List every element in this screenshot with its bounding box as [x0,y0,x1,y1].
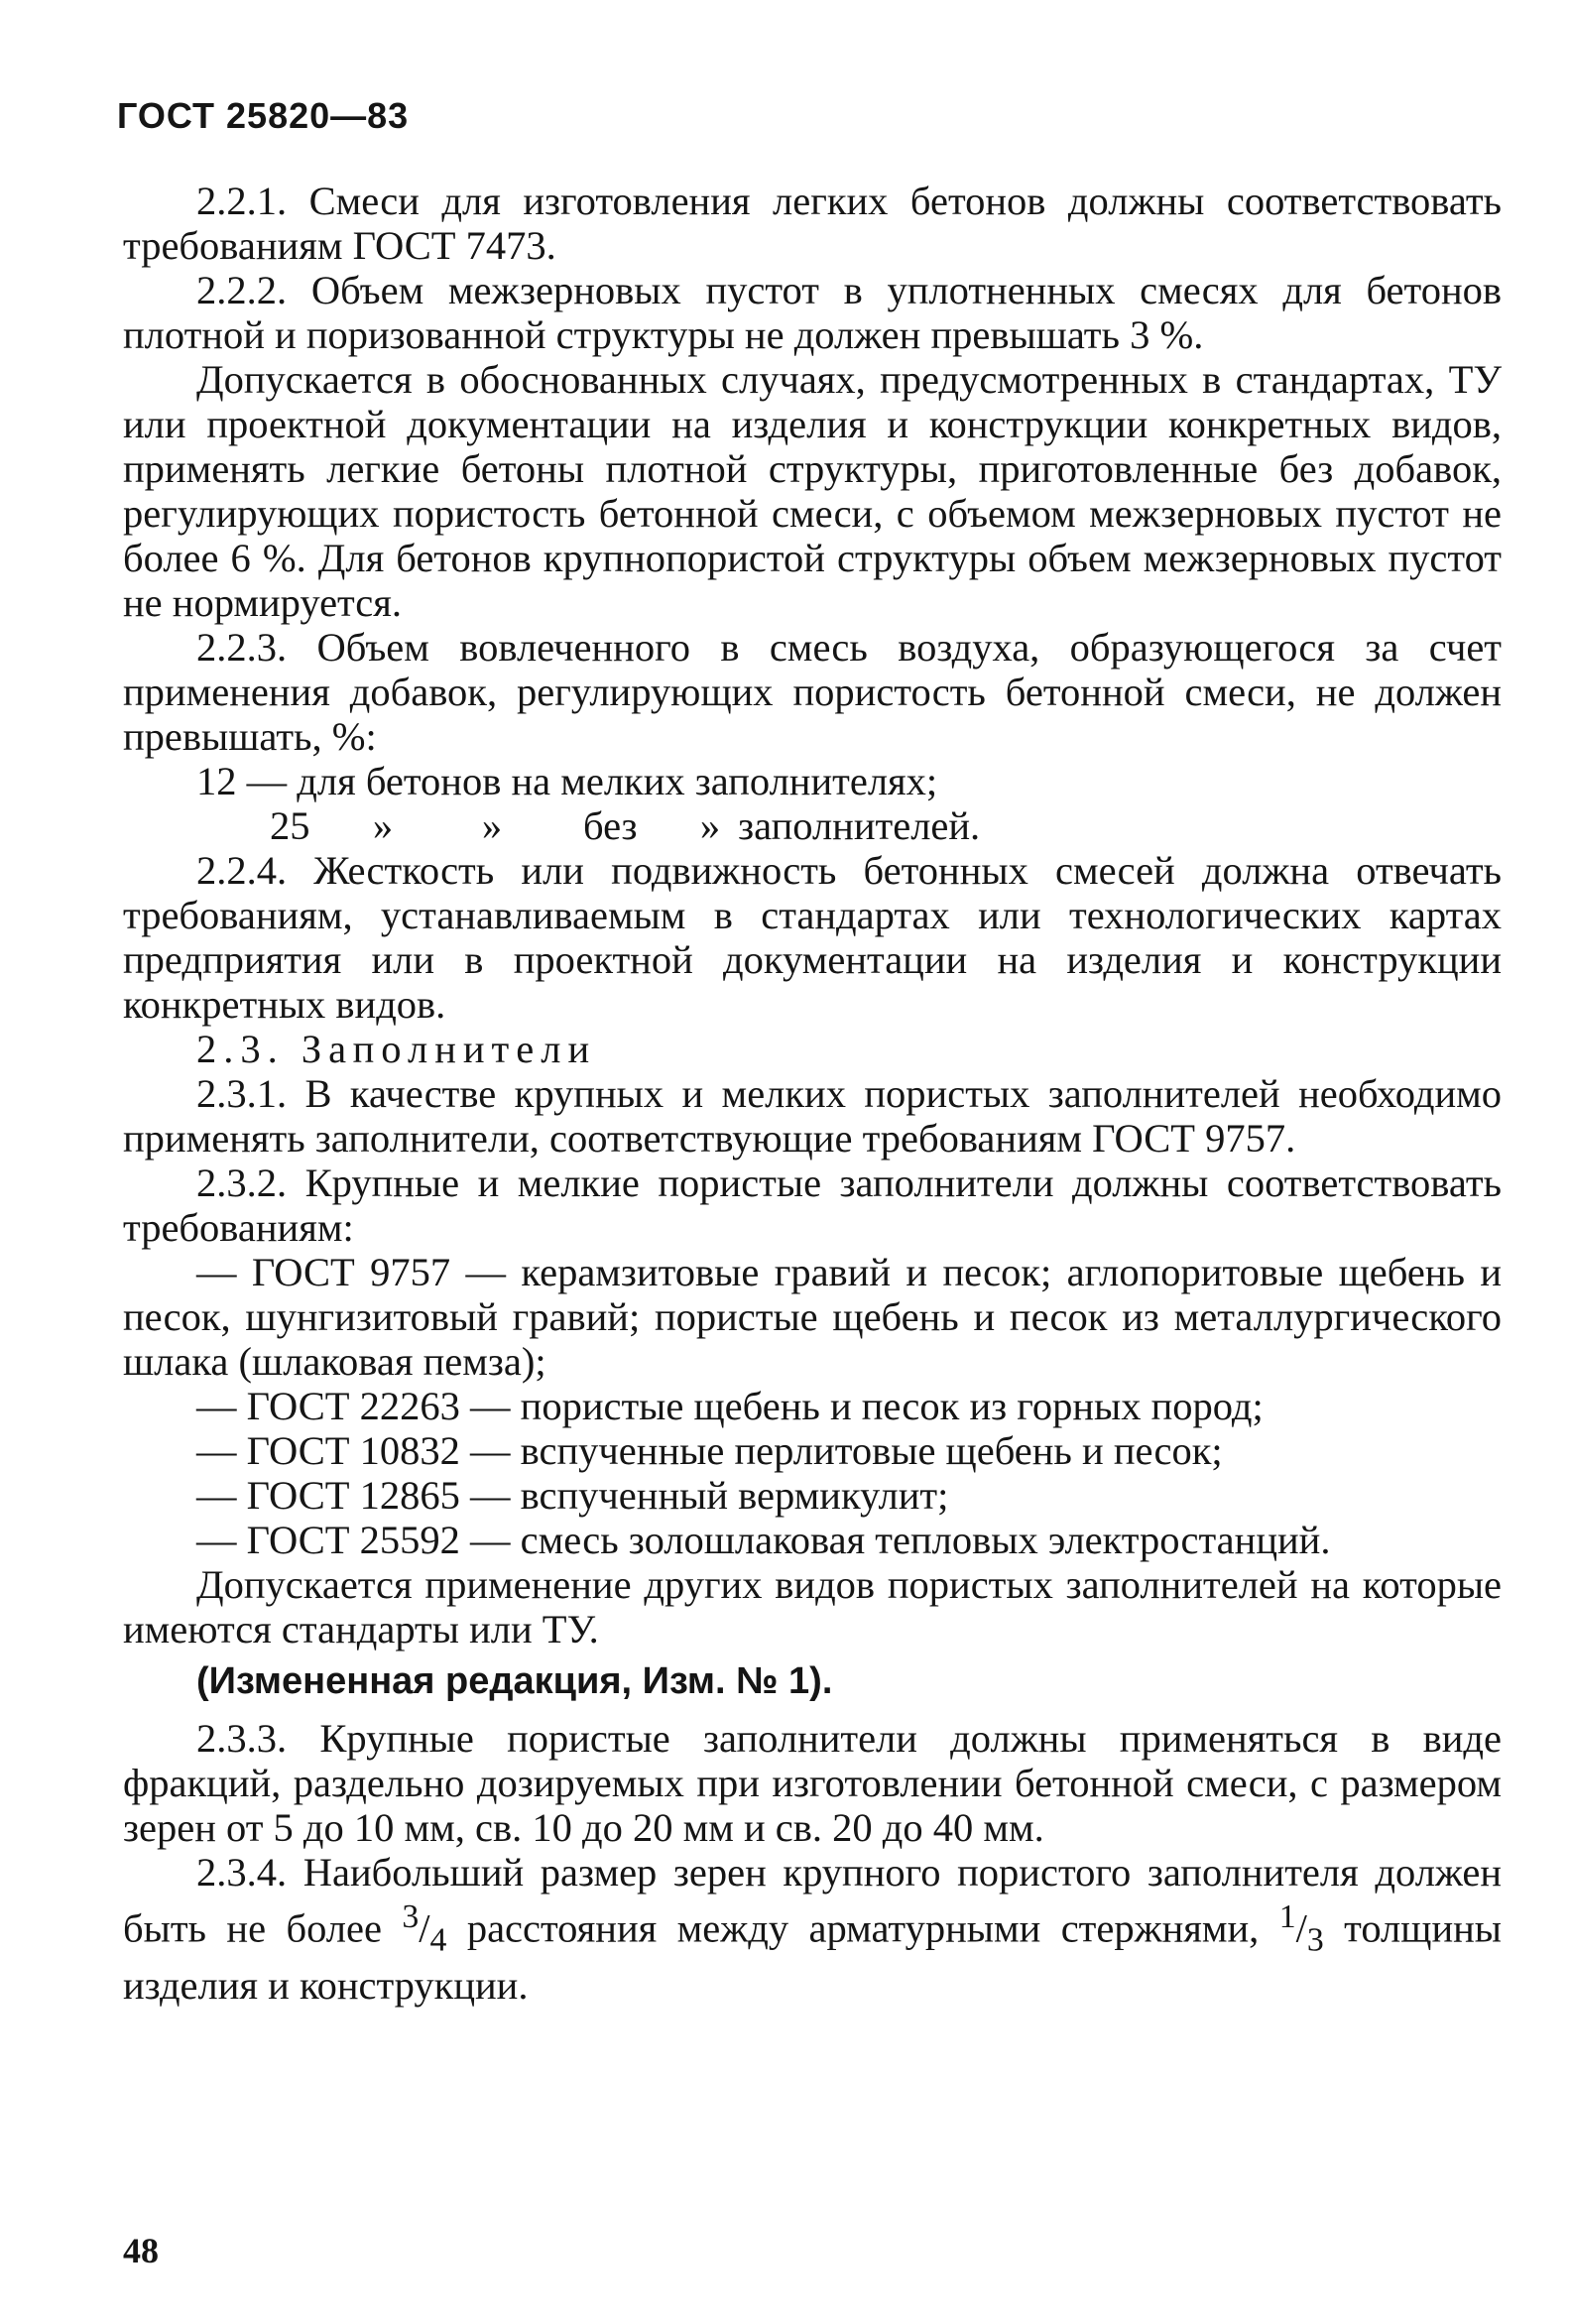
paragraph-2-3-4-part-1: 2.3.4. Наибольший размер зерен крупного пористого заполнителя должен быть не более [123,1850,1502,1951]
paragraph-2-3-1: 2.3.1. В качестве крупных и мелких пористых заполнителей необходимо применять заполнители, соответствующие требованиям ГОСТ 9757. [123,1071,1502,1161]
page-number: 48 [123,2231,159,2270]
fraction-denominator: 3 [1306,1921,1324,1959]
ditto-mark: » [699,803,721,848]
page-header: ГОСТ 25820—83 [117,95,410,136]
amendment-note: (Измененная редакция, Изм. № 1). [196,1660,833,1702]
gost-list-item: — ГОСТ 9757 — керамзитовые гравий и песок; аглопоритовые щебень и песок, шунгизитовый гравий; пористые щебень и песок из металлургического шлака (шлаковая пемза); [123,1250,1502,1384]
fraction-denominator: 4 [429,1921,447,1959]
gost-list-item: — ГОСТ 12865 — вспученный вермикулит; [196,1473,949,1518]
paragraph-2-2-2: 2.2.2. Объем межзерновых пустот в уплотненных смесях для бетонов плотной и поризованной структуры не должен превышать 3 %. [123,268,1502,357]
fillers-word: заполнителей. [738,803,981,848]
gost-list-item: — ГОСТ 25592 — смесь золошлаковая тепловых электростанций. [196,1518,1331,1562]
air-content-line-2 [123,803,1502,848]
paragraph-2-3-4-part-2: расстояния между арматурными стержнями, [446,1905,1279,1951]
paragraph-allowed-dense: Допускается в обоснованных случаях, предусмотренных в стандартах, ТУ или проектной документации на изделия и конструкции конкретных видов, применять легкие бетоны плотной структуры, приготовленные без добавок, регулирующих пористость бетонной смеси, с объемом межзерновых пустот не более 6 %. Для бетонов крупнопористой структуры объем межзерновых пустот не нормируется. [123,357,1502,625]
paragraph-2-3-4: 2.3.4. Наибольший размер зерен крупного пористого заполнителя должен быть не более $^3/_4$ расстояния между арматурными стержнями, $^1/_3$ толщины изделия и конструкции. [123,1850,1503,2008]
air-content-line-1: 12 — для бетонов на мелких заполнителях; [196,759,938,803]
page-content [123,179,1502,2008]
without-word: без [583,803,638,848]
fraction-numerator: 1 [1278,1898,1296,1935]
paragraph-2-3-2: 2.3.2. Крупные и мелкие пористые заполнители должны соответствовать требованиям: [123,1161,1502,1250]
fraction-numerator: 3 [402,1898,420,1935]
paragraph-2-2-4: 2.2.4. Жесткость или подвижность бетонных смесей должна отвечать требованиям, устанавливаемым в стандартах или технологических картах предприятия или в проектной документации на изделия и конструкции конкретных видов. [123,848,1502,1027]
paragraph-allowed-other-fillers: Допускается применение других видов пористых заполнителей на которые имеются стандарты или ТУ. [123,1562,1502,1651]
paragraph-2-2-1: 2.2.1. Смеси для изготовления легких бетонов должны соответствовать требованиям ГОСТ 7473. [123,179,1502,268]
section-title-fillers: 2.3. Заполнители [196,1027,597,1071]
air-value-25: 25 [270,803,310,848]
paragraph-2-3-4-part-3: толщины изделия и конструкции. [123,1905,1503,2008]
ditto-mark: » [372,803,394,848]
gost-list-item: — ГОСТ 10832 — вспученные перлитовые щебень и песок; [196,1428,1223,1473]
paragraph-2-3-3: 2.3.3. Крупные пористые заполнители должны применяться в виде фракций, раздельно дозируемых при изготовлении бетонной смеси, с размером зерен от 5 до 10 мм, св. 10 до 20 мм и св. 20 до 40 мм. [123,1716,1502,1850]
ditto-mark: » [481,803,503,848]
gost-list-item: — ГОСТ 22263 — пористые щебень и песок из горных пород; [196,1384,1264,1428]
paragraph-2-2-3: 2.2.3. Объем вовлеченного в смесь воздуха, образующегося за счет применения добавок, регулирующих пористость бетонной смеси, не должен превышать, %: [123,625,1502,759]
